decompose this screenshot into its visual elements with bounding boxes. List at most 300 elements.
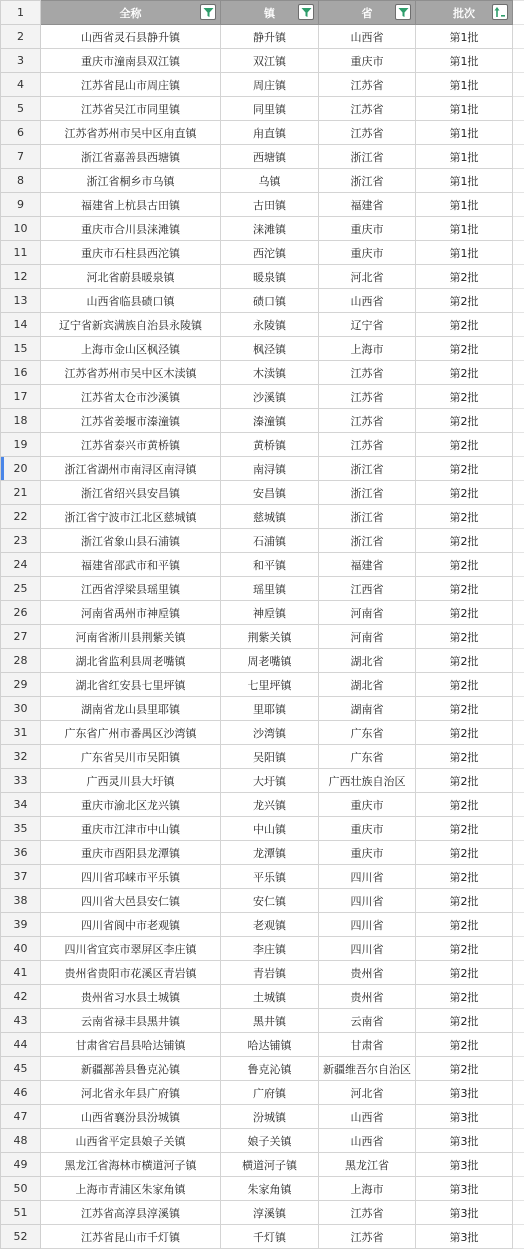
table-row[interactable] [1, 961, 524, 985]
row-number[interactable]: 42 [1, 985, 41, 1009]
cell-full-name[interactable]: 四川省宜宾市翠屏区李庄镇 [41, 937, 221, 961]
cell-full-name[interactable]: 四川省大邑县安仁镇 [41, 889, 221, 913]
row-number[interactable]: 50 [1, 1177, 41, 1201]
cell-town[interactable]: 土城镇 [221, 985, 319, 1009]
column-header-town[interactable] [221, 1, 319, 25]
cell-town[interactable]: 木渎镇 [221, 361, 319, 385]
cell-town[interactable]: 神垕镇 [221, 601, 319, 625]
table-row[interactable] [1, 1057, 524, 1081]
cell-town[interactable]: 荆紫关镇 [221, 625, 319, 649]
cell-batch[interactable]: 第3批 [416, 1153, 513, 1177]
empty-cell[interactable] [513, 505, 524, 529]
cell-batch[interactable]: 第2批 [416, 265, 513, 289]
cell-full-name[interactable]: 河北省永年县广府镇 [41, 1081, 221, 1105]
table-row[interactable] [1, 769, 524, 793]
cell-town[interactable]: 横道河子镇 [221, 1153, 319, 1177]
cell-town[interactable]: 吴阳镇 [221, 745, 319, 769]
empty-cell[interactable] [513, 385, 524, 409]
table-row[interactable] [1, 889, 524, 913]
cell-full-name[interactable]: 重庆市石柱县西沱镇 [41, 241, 221, 265]
empty-cell[interactable] [513, 553, 524, 577]
cell-full-name[interactable]: 浙江省宁波市江北区慈城镇 [41, 505, 221, 529]
cell-batch[interactable]: 第2批 [416, 985, 513, 1009]
cell-province[interactable]: 重庆市 [319, 49, 416, 73]
table-row[interactable] [1, 169, 524, 193]
cell-full-name[interactable]: 四川省邛崃市平乐镇 [41, 865, 221, 889]
cell-province[interactable]: 江苏省 [319, 1225, 416, 1249]
cell-province[interactable]: 广东省 [319, 745, 416, 769]
cell-full-name[interactable]: 贵州省习水县土城镇 [41, 985, 221, 1009]
row-number[interactable]: 43 [1, 1009, 41, 1033]
cell-province[interactable]: 重庆市 [319, 841, 416, 865]
empty-column-header[interactable] [513, 1, 524, 25]
empty-cell[interactable] [513, 289, 524, 313]
cell-full-name[interactable]: 浙江省象山县石浦镇 [41, 529, 221, 553]
cell-full-name[interactable]: 江苏省昆山市千灯镇 [41, 1225, 221, 1249]
cell-batch[interactable]: 第2批 [416, 457, 513, 481]
cell-batch[interactable]: 第2批 [416, 553, 513, 577]
cell-batch[interactable]: 第2批 [416, 841, 513, 865]
cell-full-name[interactable]: 湖北省监利县周老嘴镇 [41, 649, 221, 673]
cell-province[interactable]: 上海市 [319, 1177, 416, 1201]
cell-batch[interactable]: 第3批 [416, 1225, 513, 1249]
row-number[interactable]: 48 [1, 1129, 41, 1153]
row-number[interactable]: 36 [1, 841, 41, 865]
table-row[interactable] [1, 385, 524, 409]
cell-full-name[interactable]: 江苏省高淳县淳溪镇 [41, 1201, 221, 1225]
empty-cell[interactable] [513, 841, 524, 865]
table-row[interactable] [1, 841, 524, 865]
table-row[interactable] [1, 241, 524, 265]
row-number[interactable]: 38 [1, 889, 41, 913]
cell-town[interactable]: 里耶镇 [221, 697, 319, 721]
column-header-province[interactable] [319, 1, 416, 25]
cell-full-name[interactable]: 江苏省姜堰市溱潼镇 [41, 409, 221, 433]
row-number[interactable]: 26 [1, 601, 41, 625]
cell-batch[interactable]: 第2批 [416, 913, 513, 937]
cell-full-name[interactable]: 河南省禹州市神垕镇 [41, 601, 221, 625]
table-row[interactable] [1, 193, 524, 217]
cell-province[interactable]: 山西省 [319, 1129, 416, 1153]
cell-full-name[interactable]: 河北省蔚县暖泉镇 [41, 265, 221, 289]
table-row[interactable] [1, 913, 524, 937]
filter-icon[interactable] [200, 4, 216, 20]
empty-cell[interactable] [513, 97, 524, 121]
row-number-header[interactable]: 1 [1, 1, 41, 25]
empty-cell[interactable] [513, 1009, 524, 1033]
cell-town[interactable]: 南浔镇 [221, 457, 319, 481]
cell-batch[interactable]: 第2批 [416, 601, 513, 625]
cell-province[interactable]: 广西壮族自治区 [319, 769, 416, 793]
empty-cell[interactable] [513, 1057, 524, 1081]
row-number[interactable]: 10 [1, 217, 41, 241]
filter-icon[interactable] [298, 4, 314, 20]
cell-town[interactable]: 碛口镇 [221, 289, 319, 313]
table-row[interactable] [1, 601, 524, 625]
cell-town[interactable]: 老观镇 [221, 913, 319, 937]
cell-batch[interactable]: 第2批 [416, 385, 513, 409]
row-number[interactable]: 49 [1, 1153, 41, 1177]
cell-province[interactable]: 浙江省 [319, 505, 416, 529]
cell-batch[interactable]: 第2批 [416, 625, 513, 649]
cell-batch[interactable]: 第1批 [416, 241, 513, 265]
row-number[interactable]: 17 [1, 385, 41, 409]
row-number[interactable]: 45 [1, 1057, 41, 1081]
cell-town[interactable]: 瑶里镇 [221, 577, 319, 601]
cell-province[interactable]: 四川省 [319, 889, 416, 913]
cell-batch[interactable]: 第2批 [416, 409, 513, 433]
row-number[interactable]: 11 [1, 241, 41, 265]
table-row[interactable] [1, 1153, 524, 1177]
cell-town[interactable]: 龙兴镇 [221, 793, 319, 817]
empty-cell[interactable] [513, 361, 524, 385]
row-number[interactable]: 22 [1, 505, 41, 529]
table-row[interactable] [1, 673, 524, 697]
row-number[interactable]: 7 [1, 145, 41, 169]
cell-town[interactable]: 大圩镇 [221, 769, 319, 793]
cell-batch[interactable]: 第1批 [416, 73, 513, 97]
cell-town[interactable]: 中山镇 [221, 817, 319, 841]
cell-province[interactable]: 江苏省 [319, 361, 416, 385]
cell-batch[interactable]: 第2批 [416, 433, 513, 457]
empty-cell[interactable] [513, 49, 524, 73]
cell-full-name[interactable]: 辽宁省新宾满族自治县永陵镇 [41, 313, 221, 337]
cell-town[interactable]: 枫泾镇 [221, 337, 319, 361]
table-row[interactable] [1, 49, 524, 73]
cell-batch[interactable]: 第1批 [416, 25, 513, 49]
table-row[interactable] [1, 217, 524, 241]
cell-province[interactable]: 福建省 [319, 193, 416, 217]
empty-cell[interactable] [513, 409, 524, 433]
cell-batch[interactable]: 第2批 [416, 313, 513, 337]
cell-province[interactable]: 重庆市 [319, 217, 416, 241]
cell-province[interactable]: 浙江省 [319, 169, 416, 193]
row-number[interactable]: 15 [1, 337, 41, 361]
table-row[interactable] [1, 865, 524, 889]
cell-province[interactable]: 湖南省 [319, 697, 416, 721]
cell-town[interactable]: 黑井镇 [221, 1009, 319, 1033]
cell-full-name[interactable]: 黑龙江省海林市横道河子镇 [41, 1153, 221, 1177]
row-number[interactable]: 12 [1, 265, 41, 289]
table-row[interactable] [1, 1129, 524, 1153]
cell-batch[interactable]: 第2批 [416, 337, 513, 361]
cell-town[interactable]: 娘子关镇 [221, 1129, 319, 1153]
cell-batch[interactable]: 第2批 [416, 529, 513, 553]
cell-town[interactable]: 广府镇 [221, 1081, 319, 1105]
cell-batch[interactable]: 第2批 [416, 505, 513, 529]
row-number[interactable]: 37 [1, 865, 41, 889]
empty-cell[interactable] [513, 625, 524, 649]
empty-cell[interactable] [513, 217, 524, 241]
cell-batch[interactable]: 第3批 [416, 1177, 513, 1201]
empty-cell[interactable] [513, 145, 524, 169]
row-number[interactable]: 24 [1, 553, 41, 577]
cell-batch[interactable]: 第2批 [416, 961, 513, 985]
empty-cell[interactable] [513, 1129, 524, 1153]
cell-full-name[interactable]: 湖北省红安县七里坪镇 [41, 673, 221, 697]
row-number[interactable]: 5 [1, 97, 41, 121]
row-number[interactable]: 39 [1, 913, 41, 937]
empty-cell[interactable] [513, 1225, 524, 1249]
table-row[interactable] [1, 289, 524, 313]
empty-cell[interactable] [513, 265, 524, 289]
cell-full-name[interactable]: 湖南省龙山县里耶镇 [41, 697, 221, 721]
cell-full-name[interactable]: 江苏省吴江市同里镇 [41, 97, 221, 121]
cell-full-name[interactable]: 山西省临县碛口镇 [41, 289, 221, 313]
row-number[interactable]: 34 [1, 793, 41, 817]
cell-full-name[interactable]: 上海市青浦区朱家角镇 [41, 1177, 221, 1201]
row-number[interactable]: 47 [1, 1105, 41, 1129]
table-row[interactable] [1, 337, 524, 361]
cell-full-name[interactable]: 浙江省绍兴县安昌镇 [41, 481, 221, 505]
empty-cell[interactable] [513, 1201, 524, 1225]
row-number[interactable]: 33 [1, 769, 41, 793]
cell-province[interactable]: 云南省 [319, 1009, 416, 1033]
cell-full-name[interactable]: 江苏省太仓市沙溪镇 [41, 385, 221, 409]
table-row[interactable] [1, 481, 524, 505]
cell-batch[interactable]: 第1批 [416, 145, 513, 169]
cell-town[interactable]: 涞滩镇 [221, 217, 319, 241]
cell-full-name[interactable]: 河南省淅川县荆紫关镇 [41, 625, 221, 649]
cell-full-name[interactable]: 山西省平定县娘子关镇 [41, 1129, 221, 1153]
empty-cell[interactable] [513, 1153, 524, 1177]
cell-batch[interactable]: 第1批 [416, 169, 513, 193]
cell-town[interactable]: 暖泉镇 [221, 265, 319, 289]
table-row[interactable] [1, 505, 524, 529]
cell-province[interactable]: 山西省 [319, 25, 416, 49]
cell-full-name[interactable]: 贵州省贵阳市花溪区青岩镇 [41, 961, 221, 985]
cell-province[interactable]: 江苏省 [319, 121, 416, 145]
cell-province[interactable]: 浙江省 [319, 457, 416, 481]
cell-town[interactable]: 和平镇 [221, 553, 319, 577]
table-row[interactable] [1, 433, 524, 457]
cell-town[interactable]: 青岩镇 [221, 961, 319, 985]
empty-cell[interactable] [513, 673, 524, 697]
cell-province[interactable]: 江苏省 [319, 385, 416, 409]
table-row[interactable] [1, 97, 524, 121]
row-number[interactable]: 9 [1, 193, 41, 217]
cell-province[interactable]: 四川省 [319, 865, 416, 889]
row-number[interactable]: 40 [1, 937, 41, 961]
cell-province[interactable]: 浙江省 [319, 145, 416, 169]
table-row[interactable] [1, 793, 524, 817]
cell-town[interactable]: 沙溪镇 [221, 385, 319, 409]
cell-batch[interactable]: 第2批 [416, 865, 513, 889]
empty-cell[interactable] [513, 697, 524, 721]
cell-full-name[interactable]: 江苏省泰兴市黄桥镇 [41, 433, 221, 457]
cell-province[interactable]: 河南省 [319, 625, 416, 649]
cell-town[interactable]: 沙湾镇 [221, 721, 319, 745]
cell-province[interactable]: 福建省 [319, 553, 416, 577]
cell-town[interactable]: 龙潭镇 [221, 841, 319, 865]
cell-province[interactable]: 河北省 [319, 1081, 416, 1105]
table-row[interactable] [1, 1201, 524, 1225]
cell-batch[interactable]: 第2批 [416, 889, 513, 913]
column-header-full-name[interactable] [41, 1, 221, 25]
cell-town[interactable]: 哈达铺镇 [221, 1033, 319, 1057]
cell-full-name[interactable]: 广东省广州市番禺区沙湾镇 [41, 721, 221, 745]
cell-province[interactable]: 四川省 [319, 937, 416, 961]
table-row[interactable] [1, 625, 524, 649]
cell-town[interactable]: 同里镇 [221, 97, 319, 121]
empty-cell[interactable] [513, 793, 524, 817]
cell-full-name[interactable]: 江苏省昆山市周庄镇 [41, 73, 221, 97]
cell-province[interactable]: 甘肃省 [319, 1033, 416, 1057]
cell-town[interactable]: 静升镇 [221, 25, 319, 49]
table-row[interactable] [1, 553, 524, 577]
cell-province[interactable]: 江苏省 [319, 97, 416, 121]
cell-province[interactable]: 江苏省 [319, 433, 416, 457]
cell-province[interactable]: 浙江省 [319, 529, 416, 553]
table-row[interactable] [1, 145, 524, 169]
table-row[interactable] [1, 457, 524, 481]
cell-full-name[interactable]: 江苏省苏州市吴中区甪直镇 [41, 121, 221, 145]
table-row[interactable] [1, 649, 524, 673]
cell-town[interactable]: 安昌镇 [221, 481, 319, 505]
cell-batch[interactable]: 第1批 [416, 217, 513, 241]
cell-batch[interactable]: 第3批 [416, 1129, 513, 1153]
cell-province[interactable]: 广东省 [319, 721, 416, 745]
cell-full-name[interactable]: 上海市金山区枫泾镇 [41, 337, 221, 361]
cell-batch[interactable]: 第2批 [416, 937, 513, 961]
cell-full-name[interactable]: 江西省浮梁县瑶里镇 [41, 577, 221, 601]
cell-town[interactable]: 七里坪镇 [221, 673, 319, 697]
cell-province[interactable]: 河南省 [319, 601, 416, 625]
column-header-batch[interactable] [416, 1, 513, 25]
cell-town[interactable]: 石浦镇 [221, 529, 319, 553]
sort-ascending-icon[interactable] [492, 4, 508, 20]
row-number[interactable]: 21 [1, 481, 41, 505]
table-row[interactable] [1, 985, 524, 1009]
empty-cell[interactable] [513, 193, 524, 217]
table-row[interactable] [1, 817, 524, 841]
cell-batch[interactable]: 第2批 [416, 289, 513, 313]
cell-town[interactable]: 鲁克沁镇 [221, 1057, 319, 1081]
table-row[interactable] [1, 721, 524, 745]
empty-cell[interactable] [513, 1177, 524, 1201]
row-number[interactable]: 4 [1, 73, 41, 97]
table-row[interactable] [1, 1225, 524, 1249]
cell-full-name[interactable]: 重庆市合川县涞滩镇 [41, 217, 221, 241]
cell-full-name[interactable]: 福建省上杭县古田镇 [41, 193, 221, 217]
cell-town[interactable]: 古田镇 [221, 193, 319, 217]
empty-cell[interactable] [513, 25, 524, 49]
cell-batch[interactable]: 第2批 [416, 817, 513, 841]
cell-town[interactable]: 李庄镇 [221, 937, 319, 961]
row-number[interactable]: 3 [1, 49, 41, 73]
cell-province[interactable]: 江苏省 [319, 73, 416, 97]
table-row[interactable] [1, 1177, 524, 1201]
row-number[interactable]: 18 [1, 409, 41, 433]
cell-province[interactable]: 重庆市 [319, 817, 416, 841]
cell-full-name[interactable]: 重庆市渝北区龙兴镇 [41, 793, 221, 817]
cell-town[interactable]: 千灯镇 [221, 1225, 319, 1249]
cell-town[interactable]: 汾城镇 [221, 1105, 319, 1129]
cell-province[interactable]: 贵州省 [319, 985, 416, 1009]
cell-full-name[interactable]: 广西灵川县大圩镇 [41, 769, 221, 793]
cell-batch[interactable]: 第2批 [416, 1009, 513, 1033]
cell-province[interactable]: 四川省 [319, 913, 416, 937]
cell-full-name[interactable]: 广东省吴川市吴阳镇 [41, 745, 221, 769]
empty-cell[interactable] [513, 121, 524, 145]
empty-cell[interactable] [513, 577, 524, 601]
table-row[interactable] [1, 25, 524, 49]
empty-cell[interactable] [513, 241, 524, 265]
cell-town[interactable]: 安仁镇 [221, 889, 319, 913]
cell-town[interactable]: 朱家角镇 [221, 1177, 319, 1201]
cell-full-name[interactable]: 浙江省桐乡市乌镇 [41, 169, 221, 193]
cell-full-name[interactable]: 浙江省嘉善县西塘镇 [41, 145, 221, 169]
cell-province[interactable]: 山西省 [319, 289, 416, 313]
cell-batch[interactable]: 第2批 [416, 721, 513, 745]
cell-town[interactable]: 慈城镇 [221, 505, 319, 529]
cell-full-name[interactable]: 重庆市江津市中山镇 [41, 817, 221, 841]
cell-province[interactable]: 浙江省 [319, 481, 416, 505]
cell-province[interactable]: 江苏省 [319, 1201, 416, 1225]
empty-cell[interactable] [513, 721, 524, 745]
table-row[interactable] [1, 529, 524, 553]
empty-cell[interactable] [513, 913, 524, 937]
cell-province[interactable]: 上海市 [319, 337, 416, 361]
empty-cell[interactable] [513, 1033, 524, 1057]
cell-town[interactable]: 黄桥镇 [221, 433, 319, 457]
row-number[interactable]: 41 [1, 961, 41, 985]
cell-province[interactable]: 江苏省 [319, 409, 416, 433]
cell-batch[interactable]: 第2批 [416, 1033, 513, 1057]
cell-province[interactable]: 湖北省 [319, 673, 416, 697]
empty-cell[interactable] [513, 937, 524, 961]
cell-batch[interactable]: 第2批 [416, 649, 513, 673]
empty-cell[interactable] [513, 433, 524, 457]
row-number[interactable]: 35 [1, 817, 41, 841]
cell-town[interactable]: 永陵镇 [221, 313, 319, 337]
row-number[interactable]: 28 [1, 649, 41, 673]
empty-cell[interactable] [513, 961, 524, 985]
cell-batch[interactable]: 第2批 [416, 577, 513, 601]
cell-province[interactable]: 黑龙江省 [319, 1153, 416, 1177]
empty-cell[interactable] [513, 73, 524, 97]
cell-full-name[interactable]: 山西省襄汾县汾城镇 [41, 1105, 221, 1129]
empty-cell[interactable] [513, 985, 524, 1009]
cell-full-name[interactable]: 四川省阆中市老观镇 [41, 913, 221, 937]
row-number[interactable]: 29 [1, 673, 41, 697]
empty-cell[interactable] [513, 457, 524, 481]
empty-cell[interactable] [513, 745, 524, 769]
empty-cell[interactable] [513, 1081, 524, 1105]
row-number[interactable]: 19 [1, 433, 41, 457]
cell-full-name[interactable]: 新疆鄯善县鲁克沁镇 [41, 1057, 221, 1081]
row-number[interactable]: 44 [1, 1033, 41, 1057]
table-row[interactable] [1, 361, 524, 385]
cell-town[interactable]: 淳溪镇 [221, 1201, 319, 1225]
cell-batch[interactable]: 第2批 [416, 673, 513, 697]
row-number[interactable]: 16 [1, 361, 41, 385]
table-row[interactable] [1, 121, 524, 145]
cell-province[interactable]: 新疆维吾尔自治区 [319, 1057, 416, 1081]
table-row[interactable] [1, 1081, 524, 1105]
row-number[interactable]: 13 [1, 289, 41, 313]
table-row[interactable] [1, 697, 524, 721]
row-number[interactable]: 2 [1, 25, 41, 49]
cell-town[interactable]: 甪直镇 [221, 121, 319, 145]
empty-cell[interactable] [513, 817, 524, 841]
cell-province[interactable]: 河北省 [319, 265, 416, 289]
cell-town[interactable]: 周老嘴镇 [221, 649, 319, 673]
empty-cell[interactable] [513, 601, 524, 625]
cell-batch[interactable]: 第2批 [416, 1057, 513, 1081]
cell-batch[interactable]: 第2批 [416, 745, 513, 769]
empty-cell[interactable] [513, 865, 524, 889]
